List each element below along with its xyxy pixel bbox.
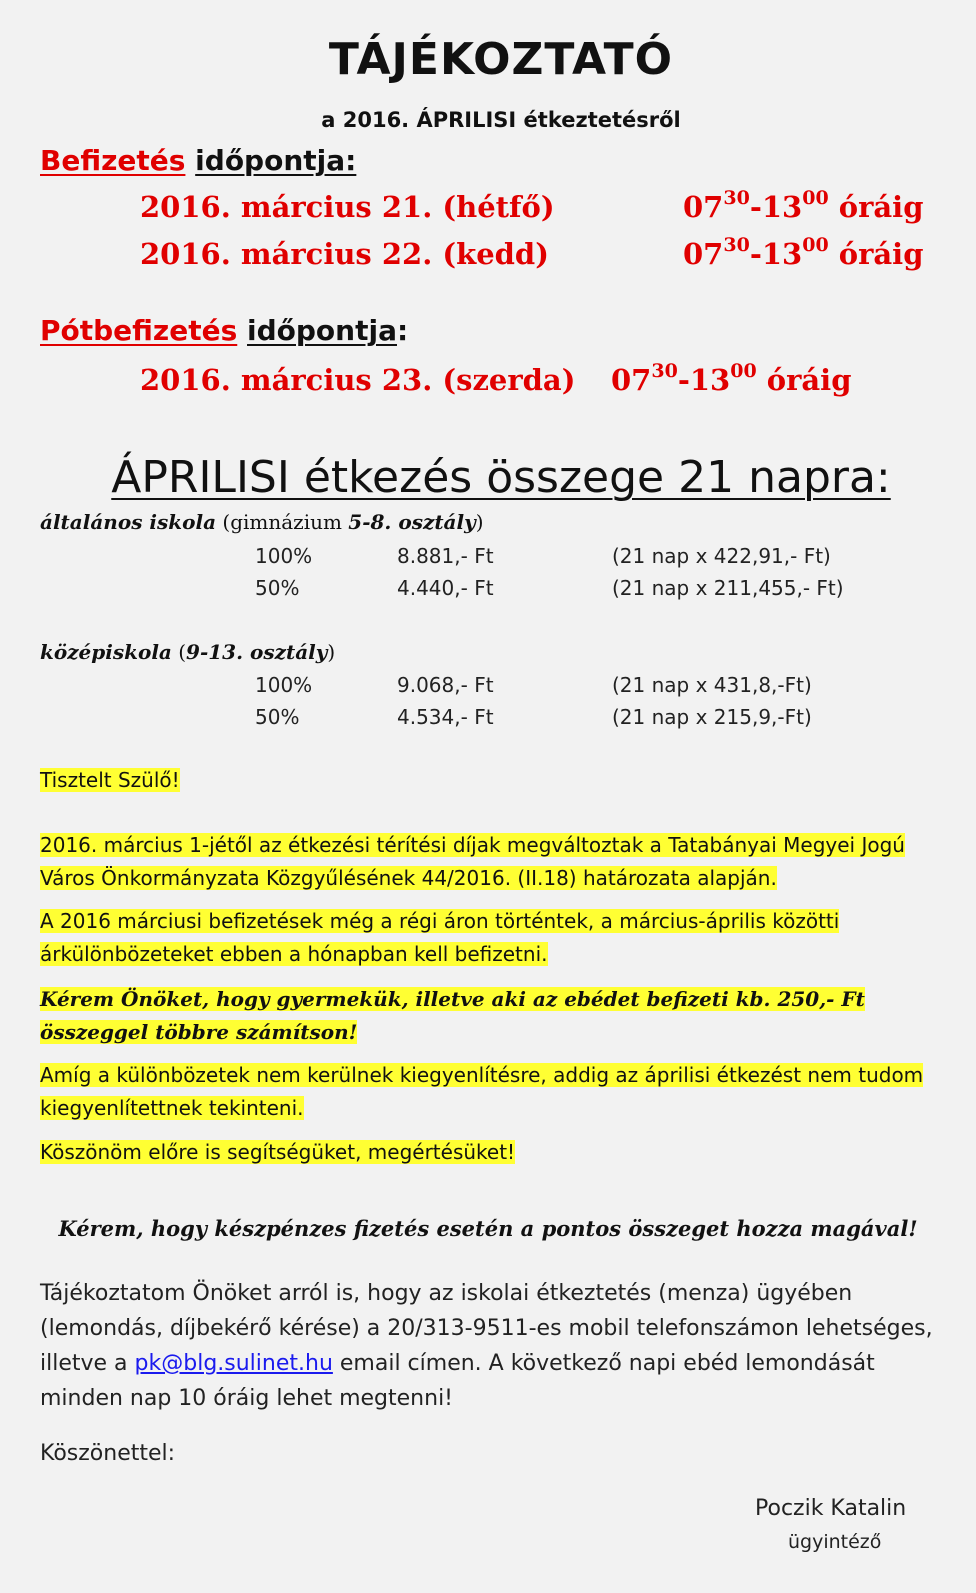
amount-title: ÁPRILISI étkezés összege 21 napra: (111, 452, 891, 503)
school-secondary-label: középiskola (9-13. osztály) (40, 640, 336, 664)
message-paragraph-4: Amíg a különbözetek nem kerülnek kiegyenlítésre, addig az áprilisi étkezést nem tudom kiegyenlítettnek tekinteni. (40, 1063, 924, 1120)
signature-name: Poczik Katalin (755, 1496, 907, 1521)
school-general-label: általános iskola (gimnázium 5-8. osztály) (40, 510, 484, 534)
school-secondary-row-2-calc: (21 nap x 215,9,-Ft) (612, 705, 812, 729)
payment-label-red: Befizetés (40, 144, 186, 177)
school-secondary-row-1-price: 9.068,- Ft (397, 673, 494, 697)
late-payment-time: $07^{30}-13^{00}$ óráig (611, 360, 852, 397)
payment-date-2: 2016. március 22. (kedd) (140, 237, 549, 271)
school-secondary-row-1-percent: 100% (255, 673, 313, 697)
late-payment-label-red: Pótbefizetés (40, 314, 238, 347)
message-paragraph-3: Kérem Önöket, hogy gyermekük, illetve aki az ebédet befizeti kb. 250,- Ft összeggel többre számítson! (40, 987, 865, 1044)
greeting: Tisztelt Szülő! (40, 768, 180, 792)
document-title: TÁJÉKOZTATÓ (328, 34, 674, 85)
message-paragraph-5: Köszönöm előre is segítségüket, megértésüket! (40, 1140, 516, 1164)
payment-time-1: $07^{30}-13^{00}$ óráig (683, 187, 924, 224)
school-general-row-1-price: 8.881,- Ft (397, 544, 494, 568)
payment-time-2: $07^{30}-13^{00}$ óráig (683, 234, 924, 271)
school-general-row-2-price: 4.440,- Ft (397, 576, 494, 600)
school-secondary-row-2-price: 4.534,- Ft (397, 705, 494, 729)
school-general-row-1-calc: (21 nap x 422,91,- Ft) (612, 544, 831, 568)
late-payment-label-black: időpontja (247, 314, 397, 347)
payment-heading (40, 144, 356, 177)
signature-role: ügyintéző (788, 1531, 882, 1553)
school-secondary-row-2-percent: 50% (255, 705, 300, 729)
school-general-row-1-percent: 100% (255, 544, 313, 568)
payment-label-black: időpontja: (195, 144, 357, 177)
school-secondary-row-1-calc: (21 nap x 431,8,-Ft) (612, 673, 812, 697)
school-general-row-2-calc: (21 nap x 211,455,- Ft) (612, 576, 844, 600)
document-subtitle: a 2016. ÁPRILISI étkeztetésről (321, 108, 681, 132)
late-payment-date: 2016. március 23. (szerda) (140, 363, 576, 397)
closing: Köszönettel: (40, 1441, 176, 1466)
contact-info: Tájékoztatom Önöket arról is, hogy az iskolai étkeztetés (menza) ügyében (lemondás, díjbekérő kérése) a 20/313-9511-es mobil telefonszámon lehetséges, illetve a pk@blg.sulinet.hu email címen. A következő napi ebéd lemondását minden nap 10 óráig lehet megtenni! (40, 1281, 933, 1411)
school-general-row-2-percent: 50% (255, 576, 300, 600)
email-link[interactable]: pk@blg.sulinet.hu (134, 1351, 333, 1376)
payment-date-1: 2016. március 21. (hétfő) (140, 190, 555, 224)
message-paragraph-1: 2016. március 1-jétől az étkezési térítési díjak megváltoztak a Tatabányai Megyei Jogú Város Önkormányzata Közgyűlésének 44/2016. (II.18) határozata alapján. (40, 833, 905, 890)
cash-notice: Kérem, hogy készpénzes fizetés esetén a pontos összeget hozza magával! (58, 1216, 918, 1241)
late-payment-heading: Pótbefizetés időpontja: (40, 314, 409, 347)
message-paragraph-2: A 2016 márciusi befizetések még a régi áron történtek, a március-április közötti árkülönbözeteket ebben a hónapban kell befizetni. (40, 909, 840, 966)
